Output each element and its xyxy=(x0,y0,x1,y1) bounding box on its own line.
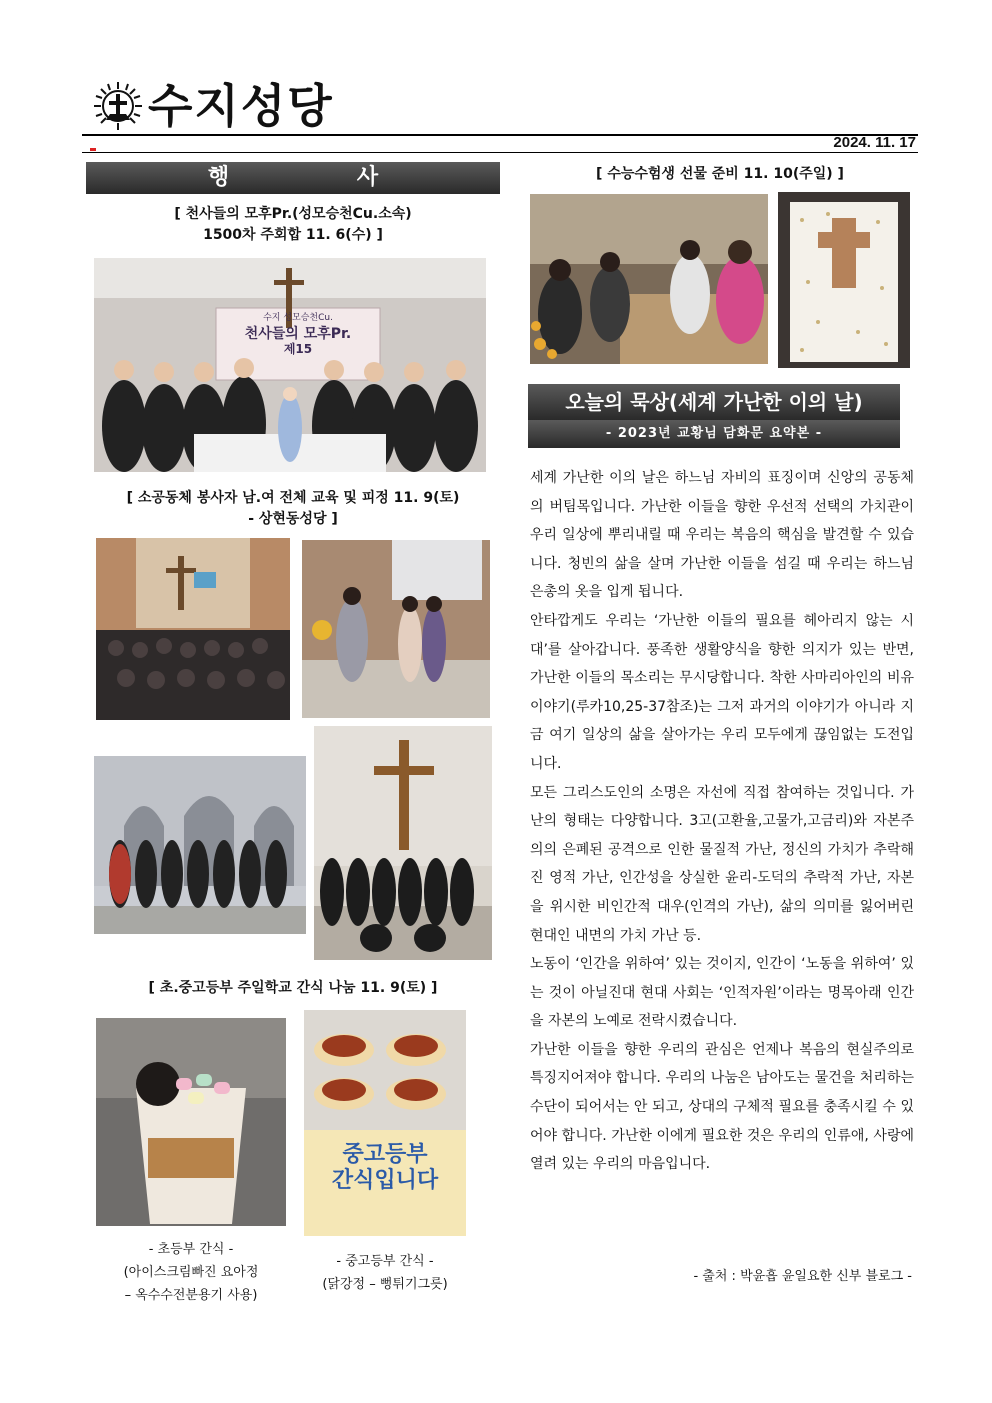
masthead-rule xyxy=(82,134,918,136)
photo-training-speakers xyxy=(302,540,490,718)
elementary-snack-caption-line1: - 초등부 간식 - xyxy=(148,1242,234,1257)
meditation-paragraph: 모든 그리스도인의 소명은 자선에 직접 참여하는 것입니다. 가난의 형태는 다양합니다. 3고(고환율,고물가,고금리)와 자본주의의 은폐된 공격으로 인한 물질적 가난, 정신의 가치가 추락해진 영적 가난, 인간성을 상실한 윤리-도덕의 추락적 가난, 자본을 위시한 비인간적 대우(인격의 가난), 삶의 의미를 잃어버린 현대인 내면의 가치 가난 등. xyxy=(530,784,914,944)
meditation-paragraph: 가난한 이들을 향한 우리의 관심은 언제나 복음의 현실주의로 특징지어져야 합니다. 우리의 나눔은 남아도는 물건을 처리하는 수단이 되어서는 안 되고, 상대의 구체적 필요를 충족시킬 수 있어야 합니다. 가난한 이에게 필요한 것은 우리의 인류애, 사랑에 열려 있는 우리의 마음입니다. xyxy=(530,1041,914,1173)
event2-caption-line2: - 상현동성당 ] xyxy=(248,511,338,527)
meditation-subtitle: - 2023년 교황님 담화문 요약본 - xyxy=(528,420,900,448)
middle-high-snack-caption-line2: (닭강정 – 뻥튀기그릇) xyxy=(322,1277,448,1292)
event2-caption-line1: [ 소공동체 봉사자 남.여 전체 교육 및 피정 11. 9(토) xyxy=(126,490,460,506)
exam-gift-caption: [ 수능수험생 선물 준비 11. 10(주일) ] xyxy=(596,166,844,182)
photo-elementary-snack xyxy=(96,1018,286,1226)
banner-line2: 천사들의 모후Pr. xyxy=(244,326,352,342)
elementary-snack-caption xyxy=(96,1238,286,1307)
banner-text xyxy=(216,312,380,356)
meditation-source: - 출처 : 박윤흡 윤일요한 신부 블로그 - xyxy=(693,1269,912,1284)
photo-middle-high-snack xyxy=(304,1010,466,1236)
middle-high-snack-caption xyxy=(300,1250,470,1296)
meditation-title: 오늘의 묵상(세계 가난한 이의 날) xyxy=(528,384,900,420)
event1-caption-line1: [ 천사들의 모후Pr.(성모승천Cu.소속) xyxy=(174,206,412,222)
event1-caption-line2: 1500차 주회합 11. 6(수) ] xyxy=(203,227,383,243)
meditation-paragraph: 안타깝게도 우리는 ‘가난한 이들의 필요를 헤아리지 않는 시대’를 살아갑니다. 풍족한 생활양식을 향한 의지가 있는 반면, 가난한 이들의 목소리는 무시당합니다. 착한 사마리아인의 비유 이야기(루카10,25-37참조)는 그저 과거의 이야기가 아니라 지금 여기 일상의 삶을 살아가는 우리 모두에게 끊임없는 도전입니다. xyxy=(530,612,914,772)
banner-line1: 수지 성모승천Cu. xyxy=(263,313,333,323)
photo-legion-meeting xyxy=(94,258,486,472)
event2-caption xyxy=(82,488,504,530)
photo-exam-gift-preparation xyxy=(530,194,768,364)
event3-caption: [ 초.중고등부 주일학교 간식 나눔 11. 9(토) ] xyxy=(148,980,438,996)
meditation-paragraph: 노동이 ‘인간을 위하여’ 있는 것이지, 인간이 ‘노동을 위하여’ 있는 것이 아닐진대 현대 사회는 ‘인적자원’이라는 명목아래 인간을 자본의 노예로 전락시켰습니다. xyxy=(530,956,914,1030)
photo-training-altar-group xyxy=(314,726,492,960)
meditation-body xyxy=(530,464,914,1179)
snack-sign xyxy=(304,1142,466,1194)
photo-exam-gift-bag xyxy=(778,192,910,368)
photo-training-audience xyxy=(96,538,290,720)
events-section-bar: 행 사 xyxy=(86,162,500,194)
meditation-paragraph: 세계 가난한 이의 날은 하느님 자비의 표징이며 신앙의 공동체의 버팀목입니다. 가난한 이들을 향한 우선적 선택의 가치관이 우리 일상에 뿌리내릴 때 우리는 복음의 핵심을 발견할 수 있습니다. 청빈의 삶을 살며 가난한 이들을 섬길 때 우리는 하느님 은총의 옷을 입게 됩니다. xyxy=(530,470,914,601)
masthead-title: 수지성당 xyxy=(148,79,334,133)
parish-logo-icon xyxy=(92,80,144,132)
issue-date: 2024. 11. 17 xyxy=(833,134,916,151)
snack-sign-line2: 간식입니다 xyxy=(331,1168,439,1193)
elementary-snack-caption-line2: (아이스크림빠진 요아정 xyxy=(123,1265,259,1280)
red-mark xyxy=(90,148,96,151)
elementary-snack-caption-line3: – 옥수수전분용기 사용) xyxy=(124,1288,258,1303)
banner-line3: 제15 xyxy=(283,342,313,356)
event1-caption xyxy=(86,204,500,246)
photo-training-outdoor-group xyxy=(94,756,306,934)
meditation-header xyxy=(528,384,900,448)
snack-sign-line1: 중고등부 xyxy=(342,1142,428,1167)
date-rule xyxy=(82,152,918,153)
middle-high-snack-caption-line1: - 중고등부 간식 - xyxy=(336,1254,434,1269)
